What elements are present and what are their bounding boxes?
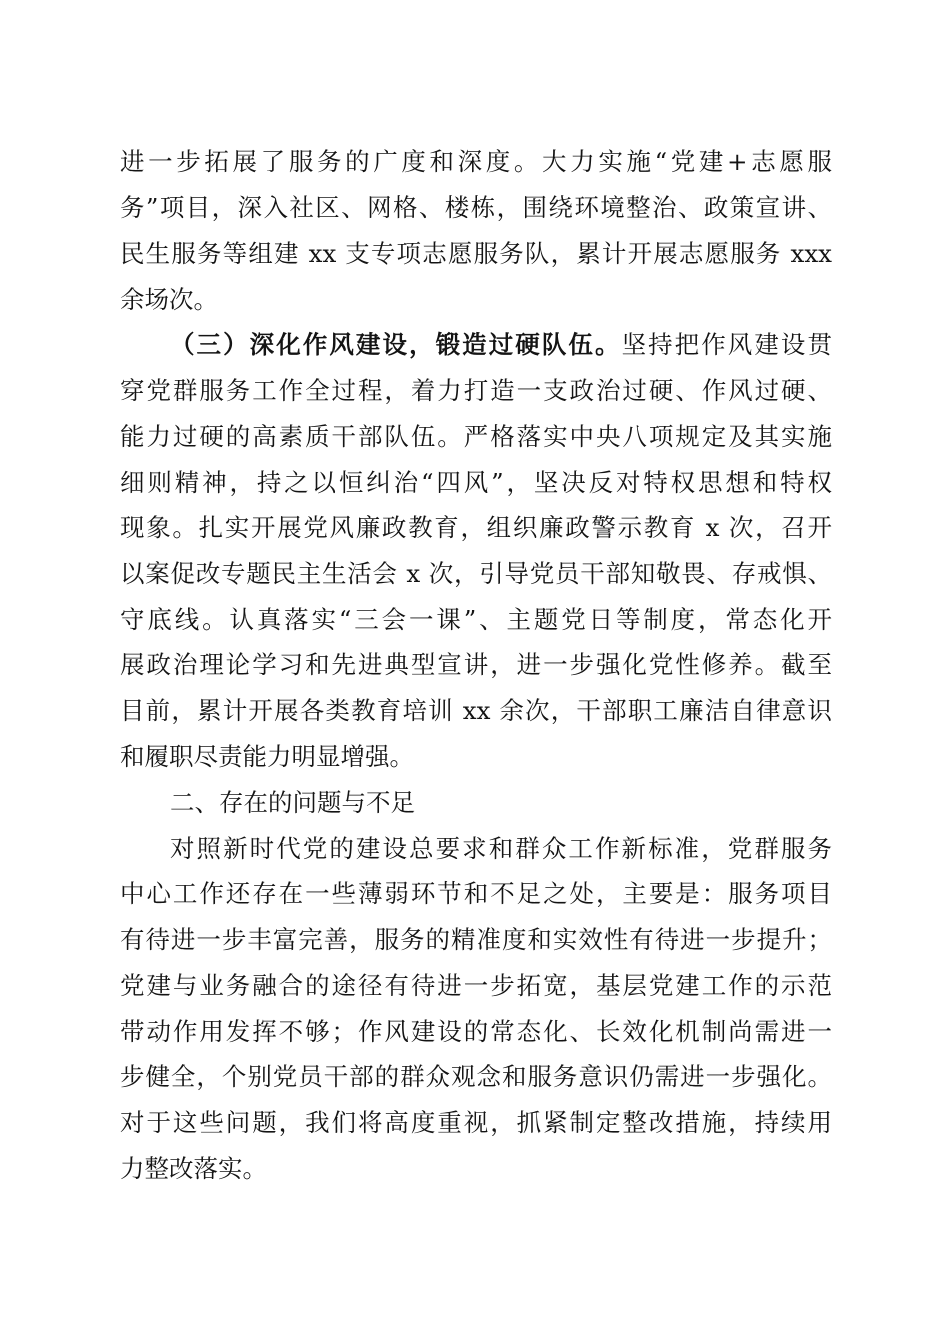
paragraph-2-line-7: 守底线。认真落实“三会一课”、主题党日等制度，常态化开 <box>120 605 832 634</box>
paragraph-2-line-10: 和履职尽责能力明显增强。 <box>120 742 414 771</box>
paragraph-2-line-1 <box>170 321 832 369</box>
paragraph-3-line-8: 力整改落实。 <box>120 1154 267 1183</box>
paragraph-2-line-3: 能力过硬的高素质干部队伍。严格落实中央八项规定及其实施 <box>120 422 832 451</box>
paragraph-3-line-6: 步健全，个别党员干部的群众观念和服务意识仍需进一步强化。 <box>120 1062 832 1091</box>
paragraph-2-line-9: 目前，累计开展各类教育培训 xx 余次，干部职工廉洁自律意识 <box>120 696 832 725</box>
paragraph-2-line-4: 细则精神，持之以恒纠治“四风”，坚决反对特权思想和特权 <box>120 468 832 497</box>
paragraph-3-line-2: 中心工作还存在一些薄弱环节和不足之处，主要是：服务项目 <box>120 879 832 908</box>
paragraph-2-line-2: 穿党群服务工作全过程，着力打造一支政治过硬、作风过硬、 <box>120 376 832 405</box>
paragraph-1-line-1: 进一步拓展了服务的广度和深度。大力实施“党建+志愿服 <box>120 147 832 176</box>
paragraph-3-line-7: 对于这些问题，我们将高度重视，抓紧制定整改措施，持续用 <box>120 1108 832 1137</box>
paragraph-2-first-line-rest: 坚持把作风建设贯 <box>621 330 832 359</box>
paragraph-2-line-8: 展政治理论学习和先进典型宣讲，进一步强化党性修养。截至 <box>120 650 832 679</box>
paragraph-3-line-5: 带动作用发挥不够；作风建设的常态化、长效化机制尚需进一 <box>120 1017 832 1046</box>
section-2-heading: 二、存在的问题与不足 <box>170 788 415 817</box>
paragraph-2-bold-lead: （三）深化作风建设，锻造过硬队伍。 <box>170 330 622 359</box>
paragraph-3-line-1: 对照新时代党的建设总要求和群众工作新标准，党群服务 <box>170 834 832 863</box>
paragraph-2-line-5: 现象。扎实开展党风廉政教育，组织廉政警示教育 x 次，召开 <box>120 513 832 542</box>
paragraph-1-line-2: 务”项目，深入社区、网格、楼栋，围绕环境整治、政策宣讲、 <box>120 193 832 222</box>
paragraph-1-line-4: 余场次。 <box>120 285 218 314</box>
paragraph-1-line-3: 民生服务等组建 xx 支专项志愿服务队，累计开展志愿服务 xxx <box>120 239 832 268</box>
paragraph-2-line-6: 以案促改专题民主生活会 x 次，引导党员干部知敬畏、存戒惧、 <box>120 559 832 588</box>
paragraph-3-line-3: 有待进一步丰富完善，服务的精准度和实效性有待进一步提升； <box>120 925 832 954</box>
paragraph-3-line-4: 党建与业务融合的途径有待进一步拓宽，基层党建工作的示范 <box>120 971 832 1000</box>
